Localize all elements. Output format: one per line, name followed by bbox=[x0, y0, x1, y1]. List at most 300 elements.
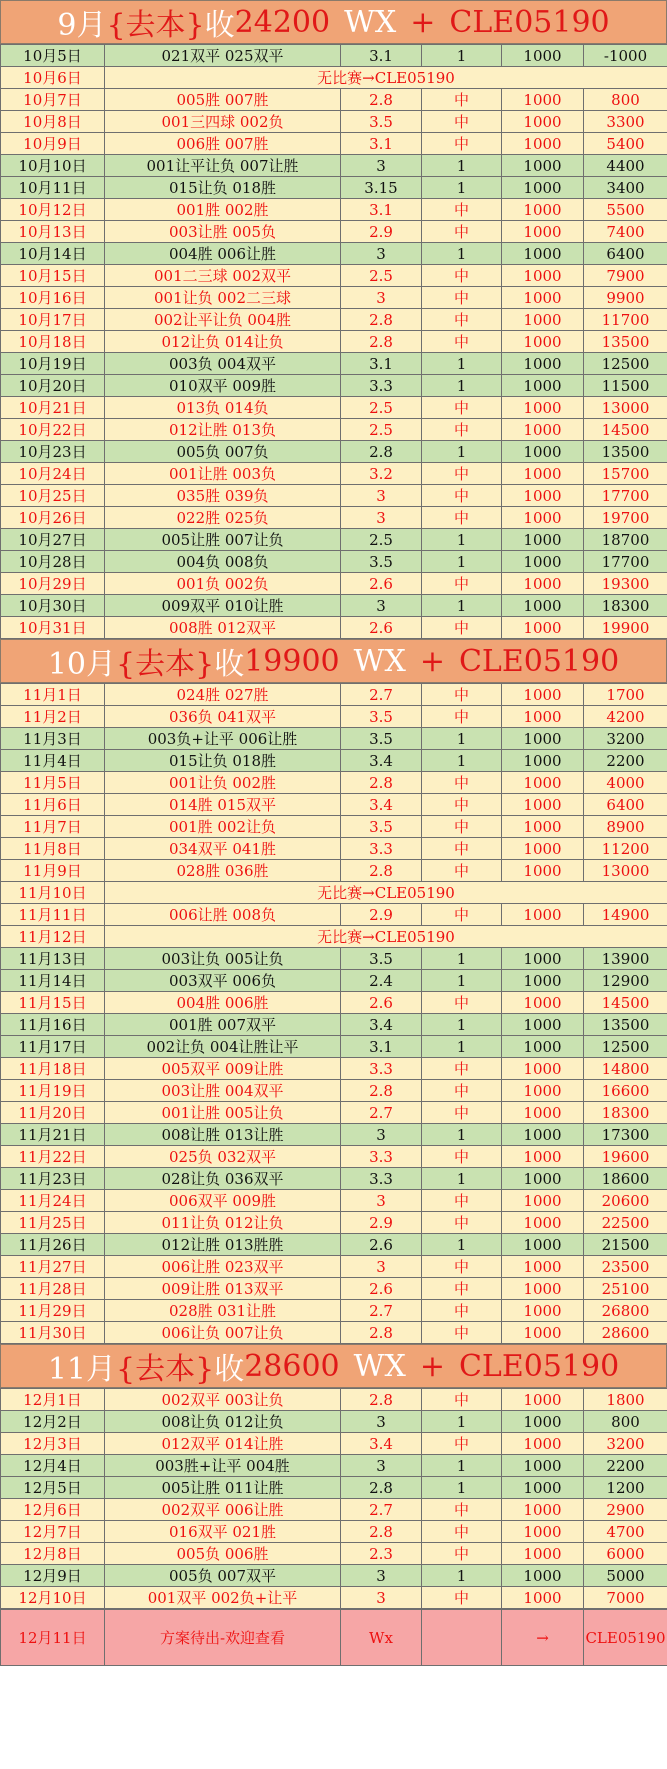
stake-cell: 1000 bbox=[502, 904, 584, 926]
balance-cell: 800 bbox=[584, 1411, 667, 1433]
table-row bbox=[1, 1256, 667, 1278]
balance-cell: 3200 bbox=[584, 728, 667, 750]
date-cell: 12月8日 bbox=[1, 1543, 105, 1565]
date-cell: 12月10日 bbox=[1, 1587, 105, 1609]
banner-code: CLE05190 bbox=[458, 643, 620, 679]
balance-cell: 13500 bbox=[584, 331, 667, 353]
banner-code: CLE05190 bbox=[449, 4, 610, 40]
month-summary-banner bbox=[0, 0, 667, 44]
date-cell: 11月14日 bbox=[1, 970, 105, 992]
stake-cell: 1000 bbox=[502, 243, 584, 265]
table-row bbox=[1, 463, 667, 485]
result-cell: 1 bbox=[422, 551, 502, 573]
footer-empty bbox=[422, 1610, 502, 1666]
footer-code: CLE05190 bbox=[584, 1610, 667, 1666]
odds-cell: 2.8 bbox=[341, 1389, 422, 1411]
stake-cell: 1000 bbox=[502, 1322, 584, 1344]
picks-cell: 001三四球 002负 bbox=[105, 111, 341, 133]
result-cell: 中 bbox=[422, 794, 502, 816]
odds-cell: 3.3 bbox=[341, 375, 422, 397]
picks-cell: 012双平 014让胜 bbox=[105, 1433, 341, 1455]
result-cell: 1 bbox=[422, 1565, 502, 1587]
stake-cell: 1000 bbox=[502, 155, 584, 177]
stake-cell: 1000 bbox=[502, 860, 584, 882]
banner-label: 收 bbox=[214, 1352, 245, 1387]
picks-cell: 010双平 009胜 bbox=[105, 375, 341, 397]
stake-cell: 1000 bbox=[502, 265, 584, 287]
table-row bbox=[1, 243, 667, 265]
balance-cell: 13000 bbox=[584, 860, 667, 882]
date-cell: 12月4日 bbox=[1, 1455, 105, 1477]
odds-cell: 2.9 bbox=[341, 221, 422, 243]
result-cell: 中 bbox=[422, 1543, 502, 1565]
result-cell: 中 bbox=[422, 485, 502, 507]
picks-cell: 012让胜 013胜胜 bbox=[105, 1234, 341, 1256]
table-row bbox=[1, 970, 667, 992]
balance-cell: 8900 bbox=[584, 816, 667, 838]
odds-cell: 3.5 bbox=[341, 706, 422, 728]
date-cell: 11月2日 bbox=[1, 706, 105, 728]
stake-cell: 1000 bbox=[502, 419, 584, 441]
picks-cell: 006双平 009胜 bbox=[105, 1190, 341, 1212]
results-table bbox=[0, 44, 667, 639]
date-cell: 11月21日 bbox=[1, 1124, 105, 1146]
stake-cell: 1000 bbox=[502, 177, 584, 199]
date-cell: 11月8日 bbox=[1, 838, 105, 860]
balance-cell: 12900 bbox=[584, 970, 667, 992]
stake-cell: 1000 bbox=[502, 111, 584, 133]
date-cell: 11月17日 bbox=[1, 1036, 105, 1058]
picks-cell: 022胜 025负 bbox=[105, 507, 341, 529]
balance-cell: 5000 bbox=[584, 1565, 667, 1587]
result-cell: 1 bbox=[422, 728, 502, 750]
results-table bbox=[0, 1388, 667, 1609]
stake-cell: 1000 bbox=[502, 970, 584, 992]
date-cell: 11月3日 bbox=[1, 728, 105, 750]
stake-cell: 1000 bbox=[502, 1190, 584, 1212]
result-cell: 中 bbox=[422, 463, 502, 485]
banner-month: 11月 bbox=[47, 1352, 116, 1387]
result-cell: 中 bbox=[422, 1102, 502, 1124]
odds-cell: 3.1 bbox=[341, 353, 422, 375]
odds-cell: 3.5 bbox=[341, 551, 422, 573]
table-row bbox=[1, 529, 667, 551]
balance-cell: 7000 bbox=[584, 1587, 667, 1609]
date-cell: 10月7日 bbox=[1, 89, 105, 111]
picks-cell: 003双平 006负 bbox=[105, 970, 341, 992]
date-cell: 10月15日 bbox=[1, 265, 105, 287]
odds-cell: 2.8 bbox=[341, 309, 422, 331]
table-row bbox=[1, 375, 667, 397]
banner-plus: + bbox=[410, 4, 436, 40]
stake-cell: 1000 bbox=[502, 1036, 584, 1058]
result-cell: 中 bbox=[422, 1300, 502, 1322]
picks-cell: 008让胜 013让胜 bbox=[105, 1124, 341, 1146]
result-cell: 中 bbox=[422, 992, 502, 1014]
stake-cell: 1000 bbox=[502, 463, 584, 485]
table-row bbox=[1, 948, 667, 970]
date-cell: 10月31日 bbox=[1, 617, 105, 639]
result-cell: 中 bbox=[422, 221, 502, 243]
table-row bbox=[1, 1212, 667, 1234]
table-row bbox=[1, 199, 667, 221]
picks-cell: 001让负 002二三球 bbox=[105, 287, 341, 309]
picks-cell: 006让胜 008负 bbox=[105, 904, 341, 926]
stake-cell: 1000 bbox=[502, 1058, 584, 1080]
picks-cell: 015让负 018胜 bbox=[105, 177, 341, 199]
footer-date: 12月11日 bbox=[1, 1610, 105, 1666]
table-row bbox=[1, 1168, 667, 1190]
banner-code: CLE05190 bbox=[458, 1348, 620, 1384]
picks-cell: 002让平让负 004胜 bbox=[105, 309, 341, 331]
odds-cell: 3.3 bbox=[341, 1058, 422, 1080]
odds-cell: 3 bbox=[341, 1256, 422, 1278]
result-cell: 中 bbox=[422, 904, 502, 926]
balance-cell: 12500 bbox=[584, 1036, 667, 1058]
odds-cell: 3.4 bbox=[341, 794, 422, 816]
date-cell: 10月13日 bbox=[1, 221, 105, 243]
odds-cell: 3.4 bbox=[341, 1433, 422, 1455]
table-row bbox=[1, 441, 667, 463]
result-cell: 中 bbox=[422, 838, 502, 860]
picks-cell: 006让负 007让负 bbox=[105, 1322, 341, 1344]
result-cell: 1 bbox=[422, 243, 502, 265]
balance-cell: 17700 bbox=[584, 485, 667, 507]
result-cell: 1 bbox=[422, 45, 502, 67]
picks-cell: 001胜 002胜 bbox=[105, 199, 341, 221]
result-cell: 中 bbox=[422, 573, 502, 595]
odds-cell: 2.8 bbox=[341, 441, 422, 463]
table-row bbox=[1, 617, 667, 639]
table-row bbox=[1, 926, 667, 948]
picks-cell: 006胜 007胜 bbox=[105, 133, 341, 155]
month-summary-banner bbox=[0, 639, 667, 683]
table-row bbox=[1, 1190, 667, 1212]
date-cell: 12月2日 bbox=[1, 1411, 105, 1433]
balance-cell: 14800 bbox=[584, 1058, 667, 1080]
odds-cell: 3 bbox=[341, 1455, 422, 1477]
stake-cell: 1000 bbox=[502, 89, 584, 111]
table-row bbox=[1, 1300, 667, 1322]
balance-cell: 3400 bbox=[584, 177, 667, 199]
picks-cell: 001胜 007双平 bbox=[105, 1014, 341, 1036]
picks-cell: 001让负 002胜 bbox=[105, 772, 341, 794]
odds-cell: 2.6 bbox=[341, 1234, 422, 1256]
balance-cell: 2200 bbox=[584, 1455, 667, 1477]
odds-cell: 2.7 bbox=[341, 684, 422, 706]
result-cell: 中 bbox=[422, 1212, 502, 1234]
table-row bbox=[1, 221, 667, 243]
result-cell: 1 bbox=[422, 529, 502, 551]
picks-cell: 001让胜 005让负 bbox=[105, 1102, 341, 1124]
date-cell: 11月5日 bbox=[1, 772, 105, 794]
date-cell: 10月18日 bbox=[1, 331, 105, 353]
stake-cell: 1000 bbox=[502, 309, 584, 331]
stake-cell: 1000 bbox=[502, 45, 584, 67]
table-row bbox=[1, 992, 667, 1014]
table-row bbox=[1, 177, 667, 199]
result-cell: 1 bbox=[422, 441, 502, 463]
picks-cell: 004胜 006让胜 bbox=[105, 243, 341, 265]
odds-cell: 3 bbox=[341, 155, 422, 177]
stake-cell: 1000 bbox=[502, 507, 584, 529]
picks-cell: 002双平 003让负 bbox=[105, 1389, 341, 1411]
table-row bbox=[1, 772, 667, 794]
result-cell: 1 bbox=[422, 1234, 502, 1256]
table-row bbox=[1, 67, 667, 89]
balance-cell: 4000 bbox=[584, 772, 667, 794]
date-cell: 11月13日 bbox=[1, 948, 105, 970]
odds-cell: 2.8 bbox=[341, 1080, 422, 1102]
odds-cell: 3.5 bbox=[341, 728, 422, 750]
table-row bbox=[1, 860, 667, 882]
stake-cell: 1000 bbox=[502, 816, 584, 838]
date-cell: 10月17日 bbox=[1, 309, 105, 331]
result-cell: 中 bbox=[422, 617, 502, 639]
balance-cell: 16600 bbox=[584, 1080, 667, 1102]
stake-cell: 1000 bbox=[502, 1300, 584, 1322]
picks-cell: 005负 007负 bbox=[105, 441, 341, 463]
date-cell: 10月22日 bbox=[1, 419, 105, 441]
date-cell: 11月7日 bbox=[1, 816, 105, 838]
stake-cell: 1000 bbox=[502, 397, 584, 419]
picks-cell: 003负 004双平 bbox=[105, 353, 341, 375]
balance-cell: 6400 bbox=[584, 243, 667, 265]
odds-cell: 3.3 bbox=[341, 838, 422, 860]
footer-wx: Wx bbox=[341, 1610, 422, 1666]
stake-cell: 1000 bbox=[502, 287, 584, 309]
date-cell: 11月28日 bbox=[1, 1278, 105, 1300]
stake-cell: 1000 bbox=[502, 1212, 584, 1234]
date-cell: 12月9日 bbox=[1, 1565, 105, 1587]
table-row bbox=[1, 1499, 667, 1521]
banner-total: 28600 bbox=[244, 1348, 340, 1384]
balance-cell: 17300 bbox=[584, 1124, 667, 1146]
date-cell: 10月21日 bbox=[1, 397, 105, 419]
picks-cell: 036负 041双平 bbox=[105, 706, 341, 728]
picks-cell: 028让负 036双平 bbox=[105, 1168, 341, 1190]
odds-cell: 2.7 bbox=[341, 1102, 422, 1124]
banner-label: 收 bbox=[214, 647, 245, 682]
balance-cell: 19900 bbox=[584, 617, 667, 639]
balance-cell: 12500 bbox=[584, 353, 667, 375]
balance-cell: 2900 bbox=[584, 1499, 667, 1521]
date-cell: 11月10日 bbox=[1, 882, 105, 904]
banner-label: 收 bbox=[204, 8, 235, 43]
picks-cell: 001双平 002负+让平 bbox=[105, 1587, 341, 1609]
stake-cell: 1000 bbox=[502, 1521, 584, 1543]
balance-cell: 4200 bbox=[584, 706, 667, 728]
stake-cell: 1000 bbox=[502, 551, 584, 573]
banner-wx: WX bbox=[353, 1348, 406, 1384]
stake-cell: 1000 bbox=[502, 1168, 584, 1190]
balance-cell: 4700 bbox=[584, 1521, 667, 1543]
odds-cell: 2.8 bbox=[341, 331, 422, 353]
result-cell: 中 bbox=[422, 507, 502, 529]
table-row bbox=[1, 1036, 667, 1058]
stake-cell: 1000 bbox=[502, 573, 584, 595]
result-cell: 中 bbox=[422, 89, 502, 111]
picks-cell: 009让胜 013双平 bbox=[105, 1278, 341, 1300]
stake-cell: 1000 bbox=[502, 221, 584, 243]
result-cell: 中 bbox=[422, 133, 502, 155]
result-cell: 中 bbox=[422, 199, 502, 221]
table-row bbox=[1, 1014, 667, 1036]
result-cell: 中 bbox=[422, 419, 502, 441]
balance-cell: 13900 bbox=[584, 948, 667, 970]
result-cell: 中 bbox=[422, 309, 502, 331]
table-row bbox=[1, 155, 667, 177]
balance-cell: 2200 bbox=[584, 750, 667, 772]
stake-cell: 1000 bbox=[502, 684, 584, 706]
odds-cell: 3 bbox=[341, 1587, 422, 1609]
table-row bbox=[1, 89, 667, 111]
table-row bbox=[1, 1146, 667, 1168]
odds-cell: 2.8 bbox=[341, 772, 422, 794]
result-cell: 中 bbox=[422, 684, 502, 706]
result-cell: 1 bbox=[422, 1411, 502, 1433]
table-row bbox=[1, 1455, 667, 1477]
table-row bbox=[1, 882, 667, 904]
result-cell: 中 bbox=[422, 706, 502, 728]
result-cell: 中 bbox=[422, 1080, 502, 1102]
banner-month: 9月 bbox=[57, 8, 107, 43]
table-row bbox=[1, 1058, 667, 1080]
date-cell: 10月6日 bbox=[1, 67, 105, 89]
odds-cell: 3 bbox=[341, 243, 422, 265]
result-cell: 中 bbox=[422, 1521, 502, 1543]
month-summary-banner bbox=[0, 1344, 667, 1388]
date-cell: 10月26日 bbox=[1, 507, 105, 529]
balance-cell: 14500 bbox=[584, 419, 667, 441]
stake-cell: 1000 bbox=[502, 353, 584, 375]
odds-cell: 3 bbox=[341, 1411, 422, 1433]
table-row bbox=[1, 794, 667, 816]
stake-cell: 1000 bbox=[502, 1389, 584, 1411]
odds-cell: 2.9 bbox=[341, 1212, 422, 1234]
result-cell: 中 bbox=[422, 1389, 502, 1411]
odds-cell: 3 bbox=[341, 287, 422, 309]
result-cell: 1 bbox=[422, 970, 502, 992]
result-cell: 1 bbox=[422, 353, 502, 375]
balance-cell: 11700 bbox=[584, 309, 667, 331]
table-row bbox=[1, 728, 667, 750]
picks-cell: 014胜 015双平 bbox=[105, 794, 341, 816]
picks-cell: 003让胜 005负 bbox=[105, 221, 341, 243]
no-match-note: 无比赛→CLE05190 bbox=[105, 926, 667, 948]
date-cell: 12月1日 bbox=[1, 1389, 105, 1411]
stake-cell: 1000 bbox=[502, 1587, 584, 1609]
balance-cell: 25100 bbox=[584, 1278, 667, 1300]
result-cell: 中 bbox=[422, 1256, 502, 1278]
odds-cell: 3.1 bbox=[341, 45, 422, 67]
result-cell: 中 bbox=[422, 1278, 502, 1300]
balance-cell: 26800 bbox=[584, 1300, 667, 1322]
odds-cell: 2.6 bbox=[341, 992, 422, 1014]
stake-cell: 1000 bbox=[502, 1411, 584, 1433]
table-row bbox=[1, 507, 667, 529]
date-cell: 11月4日 bbox=[1, 750, 105, 772]
table-row bbox=[1, 1234, 667, 1256]
stake-cell: 1000 bbox=[502, 948, 584, 970]
picks-cell: 025负 032双平 bbox=[105, 1146, 341, 1168]
result-cell: 中 bbox=[422, 287, 502, 309]
date-cell: 10月16日 bbox=[1, 287, 105, 309]
stake-cell: 1000 bbox=[502, 1433, 584, 1455]
table-row bbox=[1, 111, 667, 133]
balance-cell: 15700 bbox=[584, 463, 667, 485]
odds-cell: 3 bbox=[341, 1124, 422, 1146]
picks-cell: 005负 007双平 bbox=[105, 1565, 341, 1587]
result-cell: 1 bbox=[422, 155, 502, 177]
table-row bbox=[1, 816, 667, 838]
stake-cell: 1000 bbox=[502, 1499, 584, 1521]
odds-cell: 2.8 bbox=[341, 89, 422, 111]
stake-cell: 1000 bbox=[502, 1146, 584, 1168]
picks-cell: 003胜+让平 004胜 bbox=[105, 1455, 341, 1477]
picks-cell: 008让负 012让负 bbox=[105, 1411, 341, 1433]
odds-cell: 3.4 bbox=[341, 1014, 422, 1036]
date-cell: 10月19日 bbox=[1, 353, 105, 375]
result-cell: 中 bbox=[422, 1499, 502, 1521]
banner-total: 24200 bbox=[234, 4, 331, 40]
table-row bbox=[1, 309, 667, 331]
table-row bbox=[1, 353, 667, 375]
balance-cell: 13000 bbox=[584, 397, 667, 419]
date-cell: 10月10日 bbox=[1, 155, 105, 177]
balance-cell: 4400 bbox=[584, 155, 667, 177]
balance-cell: 6000 bbox=[584, 1543, 667, 1565]
table-row bbox=[1, 287, 667, 309]
date-cell: 10月14日 bbox=[1, 243, 105, 265]
table-row bbox=[1, 1322, 667, 1344]
stake-cell: 1000 bbox=[502, 595, 584, 617]
picks-cell: 005让胜 007让负 bbox=[105, 529, 341, 551]
picks-cell: 001负 002负 bbox=[105, 573, 341, 595]
balance-cell: 19700 bbox=[584, 507, 667, 529]
result-cell: 中 bbox=[422, 1146, 502, 1168]
stake-cell: 1000 bbox=[502, 838, 584, 860]
stake-cell: 1000 bbox=[502, 1124, 584, 1146]
date-cell: 11月12日 bbox=[1, 926, 105, 948]
picks-cell: 015让负 018胜 bbox=[105, 750, 341, 772]
date-cell: 10月29日 bbox=[1, 573, 105, 595]
table-row bbox=[1, 45, 667, 67]
odds-cell: 3.5 bbox=[341, 948, 422, 970]
date-cell: 11月27日 bbox=[1, 1256, 105, 1278]
table-row bbox=[1, 1477, 667, 1499]
date-cell: 12月5日 bbox=[1, 1477, 105, 1499]
picks-cell: 001二三球 002双平 bbox=[105, 265, 341, 287]
picks-cell: 024胜 027胜 bbox=[105, 684, 341, 706]
balance-cell: 6400 bbox=[584, 794, 667, 816]
picks-cell: 004负 008负 bbox=[105, 551, 341, 573]
odds-cell: 3.2 bbox=[341, 463, 422, 485]
balance-cell: 1700 bbox=[584, 684, 667, 706]
table-row bbox=[1, 684, 667, 706]
picks-cell: 012让胜 013负 bbox=[105, 419, 341, 441]
balance-cell: 18700 bbox=[584, 529, 667, 551]
table-row bbox=[1, 265, 667, 287]
table-row bbox=[1, 904, 667, 926]
odds-cell: 3.1 bbox=[341, 1036, 422, 1058]
balance-cell: 22500 bbox=[584, 1212, 667, 1234]
banner-wx: WX bbox=[353, 643, 406, 679]
stake-cell: 1000 bbox=[502, 331, 584, 353]
banner-plus: + bbox=[419, 1348, 445, 1384]
date-cell: 11月11日 bbox=[1, 904, 105, 926]
picks-cell: 012让负 014让负 bbox=[105, 331, 341, 353]
